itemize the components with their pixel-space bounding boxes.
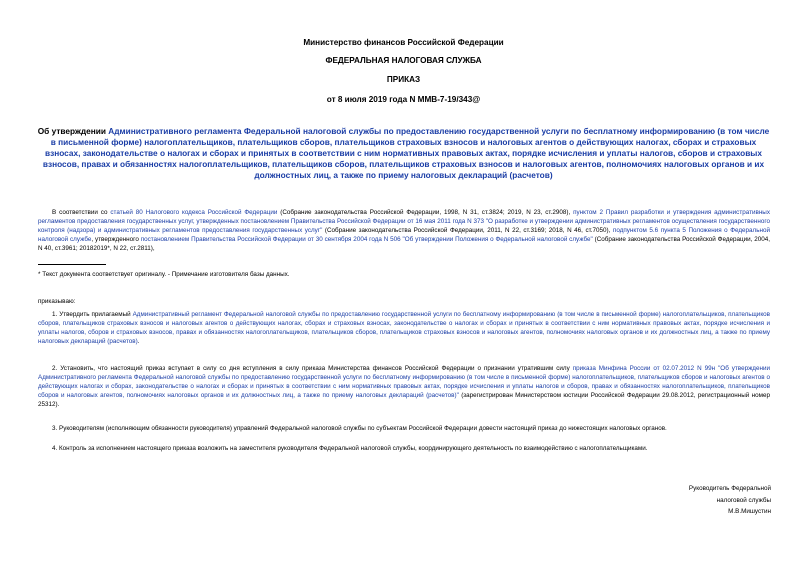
document-title (36, 126, 771, 181)
p2-text-1: 2. Установить, что настоящий приказ вступает в силу со дня вступления в силу приказа Министерства финансов Российской Федерации о признании утратившим силу (52, 365, 573, 372)
date-number: от 8 июля 2019 года N ММВ-7-19/343@ (326, 95, 481, 104)
title-prefix: Об утверждении (37, 126, 109, 136)
regulation-subclause-link[interactable]: подпунктом 5.6 пункта 5 Положения о Федеральной налоговой службе (38, 227, 770, 243)
signature-block (689, 483, 771, 518)
footnote-divider (38, 264, 106, 265)
footnote: * Текст документа соответствует оригиналу. - Примечание изготовителя базы данных. (38, 271, 290, 278)
paragraph-2 (38, 364, 770, 409)
service-name: ФЕДЕРАЛЬНАЯ НАЛОГОВАЯ СЛУЖБА (325, 56, 482, 65)
preamble-text-2: (Собрание законодательства Российской Федерации, 1998, N 31, ст.3824; 2019, N 23, ст.2908), (277, 209, 574, 216)
paragraph-1 (38, 310, 770, 346)
preamble-text-4: , утвержденного (91, 236, 141, 243)
preamble-text-6: 2019*, N 22, ст.2811), (93, 245, 155, 252)
p2-text-2: (зарегистрирован Министерством юстиции Российской Федерации 29.08.2012, регистрационный номер 25312). (38, 392, 770, 408)
government-decree-link[interactable]: постановлением Правительства Российской Федерации от 30 сентября 2004 года N 506 "Об утверждении Положения о Федеральной налоговой службе" (140, 236, 593, 243)
tax-code-article-link[interactable]: статьей 80 Налогового кодекса Российской Федерации (110, 209, 278, 216)
preamble-text-1: В соответствии со (52, 209, 111, 216)
preamble-text-3: (Собрание законодательства Российской Федерации, 2011, N 22, ст.3169; 2018, N 46, ст.7050), (322, 227, 613, 234)
preamble-paragraph (38, 208, 770, 253)
paragraph-3: 3. Руководителям (исполняющим обязанности руководителя) управлений Федеральной налоговой службы по субъектам Российской Федерации довести настоящий приказ до нижестоящих налоговых органов. (52, 425, 667, 432)
signature-name: М.В.Мишустин (728, 508, 771, 515)
p2-minfin-order-link[interactable]: приказа Минфина России от 02.07.2012 N 99н "Об утверждении Административного регламента Федеральной налоговой службы по предоставлению государственной услуги по бесплатному информированию (в том числе в письменной форме) налогоплательщиков, плательщиков сборов и налоговых агентов о действующих налогах и сборах, законодательстве о налогах и сборах и принятых в соответствии с ним нормативных правовых актах, порядке исчисления и уплаты налогов и сборов, правах и обязанностях налогоплательщиков, плательщиков сборов и налоговых агентов, полномочиях налоговых органов и их должностных лиц, а также по приему налоговых деклараций (расчетов)" (38, 365, 770, 399)
title-regulation-link[interactable]: Административного регламента Федеральной налоговой службы по предоставлению государственной услуги по бесплатному информированию (в том числе в письменной форме) налогоплательщиков, плательщиков сборов, плательщиков страховых взносов и налоговых агентов о действующих налогах, сборах и страховых взносах, законодательстве о налогах и сборах и принятых в соответствии с ним нормативных правовых актах, порядке исчисления и уплаты налогов, сборов и страховых взносов, правах и обязанностях налогоплательщиков, плательщиков сборов, плательщиков страховых взносов и налоговых агентов, полномочиях налоговых органов и их должностных лиц, а также по приему налоговых деклараций (расчетов) (42, 126, 770, 180)
signature-position: Руководитель Федеральной (688, 485, 771, 492)
p1-text-1: 1. Утвердить прилагаемый (52, 311, 133, 318)
rules-link[interactable]: пунктом 2 Правил разработки и утверждения административных регламентов предоставления государственных услуг, утвержденных постановлением Правительства Российской Федерации от 16 мая 2011 года N 373 "О разработке и утверждении административных регламентов осуществления государственного контроля (надзора) и административных регламентов предоставления государственных услуг" (38, 209, 770, 234)
preamble-text-5: (Собрание законодательства Российской Федерации, 2004, N 40, ст.3961; 2018 (38, 236, 771, 252)
paragraph-4: 4. Контроль за исполнением настоящего приказа возложить на заместителя руководителя Федеральной налоговой службы, координирующего деятельность по взаимодействию с налогоплательщиками. (52, 445, 648, 452)
signature-organization: налоговой службы (716, 496, 771, 504)
ministry-name: Министерство финансов Российской Федерации (303, 38, 504, 47)
p1-text-2: . (137, 338, 140, 345)
p1-regulation-link[interactable]: Административный регламент Федеральной налоговой службы по предоставлению государственной услуги по бесплатному информированию (в том числе в письменной форме) налогоплательщиков, плательщиков сборов, плательщиков страховых взносов и налоговых агентов о действующих налогах, сборах и страховых взносах, законодательстве о налогах и сборах и принятых в соответствии с ним нормативных правовых актах, порядке исчисления и уплаты налогов, сборов и страховых взносов, правах и обязанностях налогоплательщиков, плательщиков сборов, плательщиков страховых взносов и налоговых агентов, полномочиях налоговых органов и их должностных лиц, а также по приему налоговых деклараций (расчетов) (38, 311, 770, 345)
document-type: ПРИКАЗ (386, 75, 421, 84)
order-word: приказываю: (38, 298, 76, 305)
